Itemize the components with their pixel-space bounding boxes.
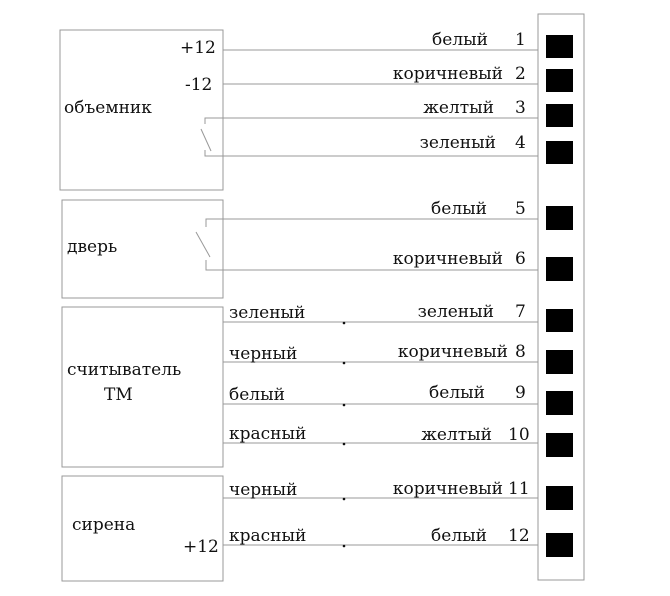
terminal-color-11: коричневый: [392, 479, 503, 499]
motion-relay-switch: [201, 129, 211, 151]
terminal-block-3: [546, 104, 573, 127]
terminal-color-7: зеленый: [417, 302, 494, 322]
door-switch-contact-top: [206, 219, 212, 227]
terminal-color-2: коричневый: [392, 64, 503, 84]
door-switch: [196, 232, 210, 257]
terminal-number-12: 12: [508, 526, 530, 546]
siren-wire-label-black: черный: [229, 480, 298, 500]
reader-box: [62, 307, 223, 467]
terminal-block-11: [546, 486, 573, 510]
terminal-color-3: желтый: [423, 98, 494, 118]
splice-dot-12: [343, 545, 346, 548]
terminal-color-9: белый: [429, 383, 485, 403]
terminal-block-1: [546, 35, 573, 58]
terminal-block-10: [546, 433, 573, 457]
reader-wire-label-white: белый: [229, 385, 285, 405]
terminal-number-7: 7: [515, 302, 526, 322]
siren-pin-plus12: +12: [183, 537, 219, 557]
reader-wire-label-black: черный: [229, 344, 298, 364]
reader-label-tm: ТМ: [104, 385, 133, 405]
motion-relay-contact-bottom: [205, 150, 215, 156]
terminal-number-9: 9: [515, 383, 526, 403]
terminal-block-7: [546, 309, 573, 332]
terminal-number-2: 2: [515, 64, 526, 84]
terminal-number-11: 11: [508, 479, 530, 499]
motion-sensor-label: объемник: [64, 98, 152, 118]
terminal-color-1: белый: [432, 30, 488, 50]
wires: [212, 50, 538, 545]
terminal-color-12: белый: [431, 526, 487, 546]
terminal-color-8: коричневый: [397, 342, 508, 362]
motion-relay-contact-top: [205, 118, 215, 124]
terminal-number-3: 3: [515, 98, 526, 118]
siren-wire-label-red: красный: [229, 526, 307, 546]
door-label: дверь: [67, 237, 118, 257]
terminal-color-5: белый: [431, 199, 487, 219]
terminal-block-4: [546, 141, 573, 164]
terminal-number-10: 10: [508, 425, 530, 445]
terminal-color-6: коричневый: [392, 249, 503, 269]
reader-wire-label-red: красный: [229, 424, 307, 444]
terminal-color-4: зеленый: [419, 133, 496, 153]
splice-dot-11: [343, 498, 346, 501]
splice-dot-7: [343, 322, 346, 325]
terminal-number-6: 6: [515, 249, 526, 269]
motion-pin-plus12: +12: [180, 38, 216, 58]
terminal-number-4: 4: [515, 133, 526, 153]
terminal-number-5: 5: [515, 199, 526, 219]
terminal-block-9: [546, 391, 573, 415]
reader-label: считыватель: [67, 360, 182, 380]
splice-dot-8: [343, 362, 346, 365]
terminal-block-12: [546, 533, 573, 557]
splice-dots: [343, 322, 346, 548]
siren-label: сирена: [72, 515, 136, 535]
terminal-block-2: [546, 69, 573, 92]
door-switch-contact-bottom: [206, 260, 212, 270]
motion-pin-minus12: -12: [185, 75, 213, 95]
reader-wire-label-green: зеленый: [229, 303, 306, 323]
terminal-block-5: [546, 206, 573, 230]
terminal-block-6: [546, 257, 573, 281]
terminal-block-8: [546, 350, 573, 374]
splice-dot-9: [343, 404, 346, 407]
splice-dot-10: [343, 443, 346, 446]
terminal-color-10: желтый: [421, 425, 492, 445]
terminal-number-8: 8: [515, 342, 526, 362]
terminal-number-1: 1: [515, 30, 526, 50]
